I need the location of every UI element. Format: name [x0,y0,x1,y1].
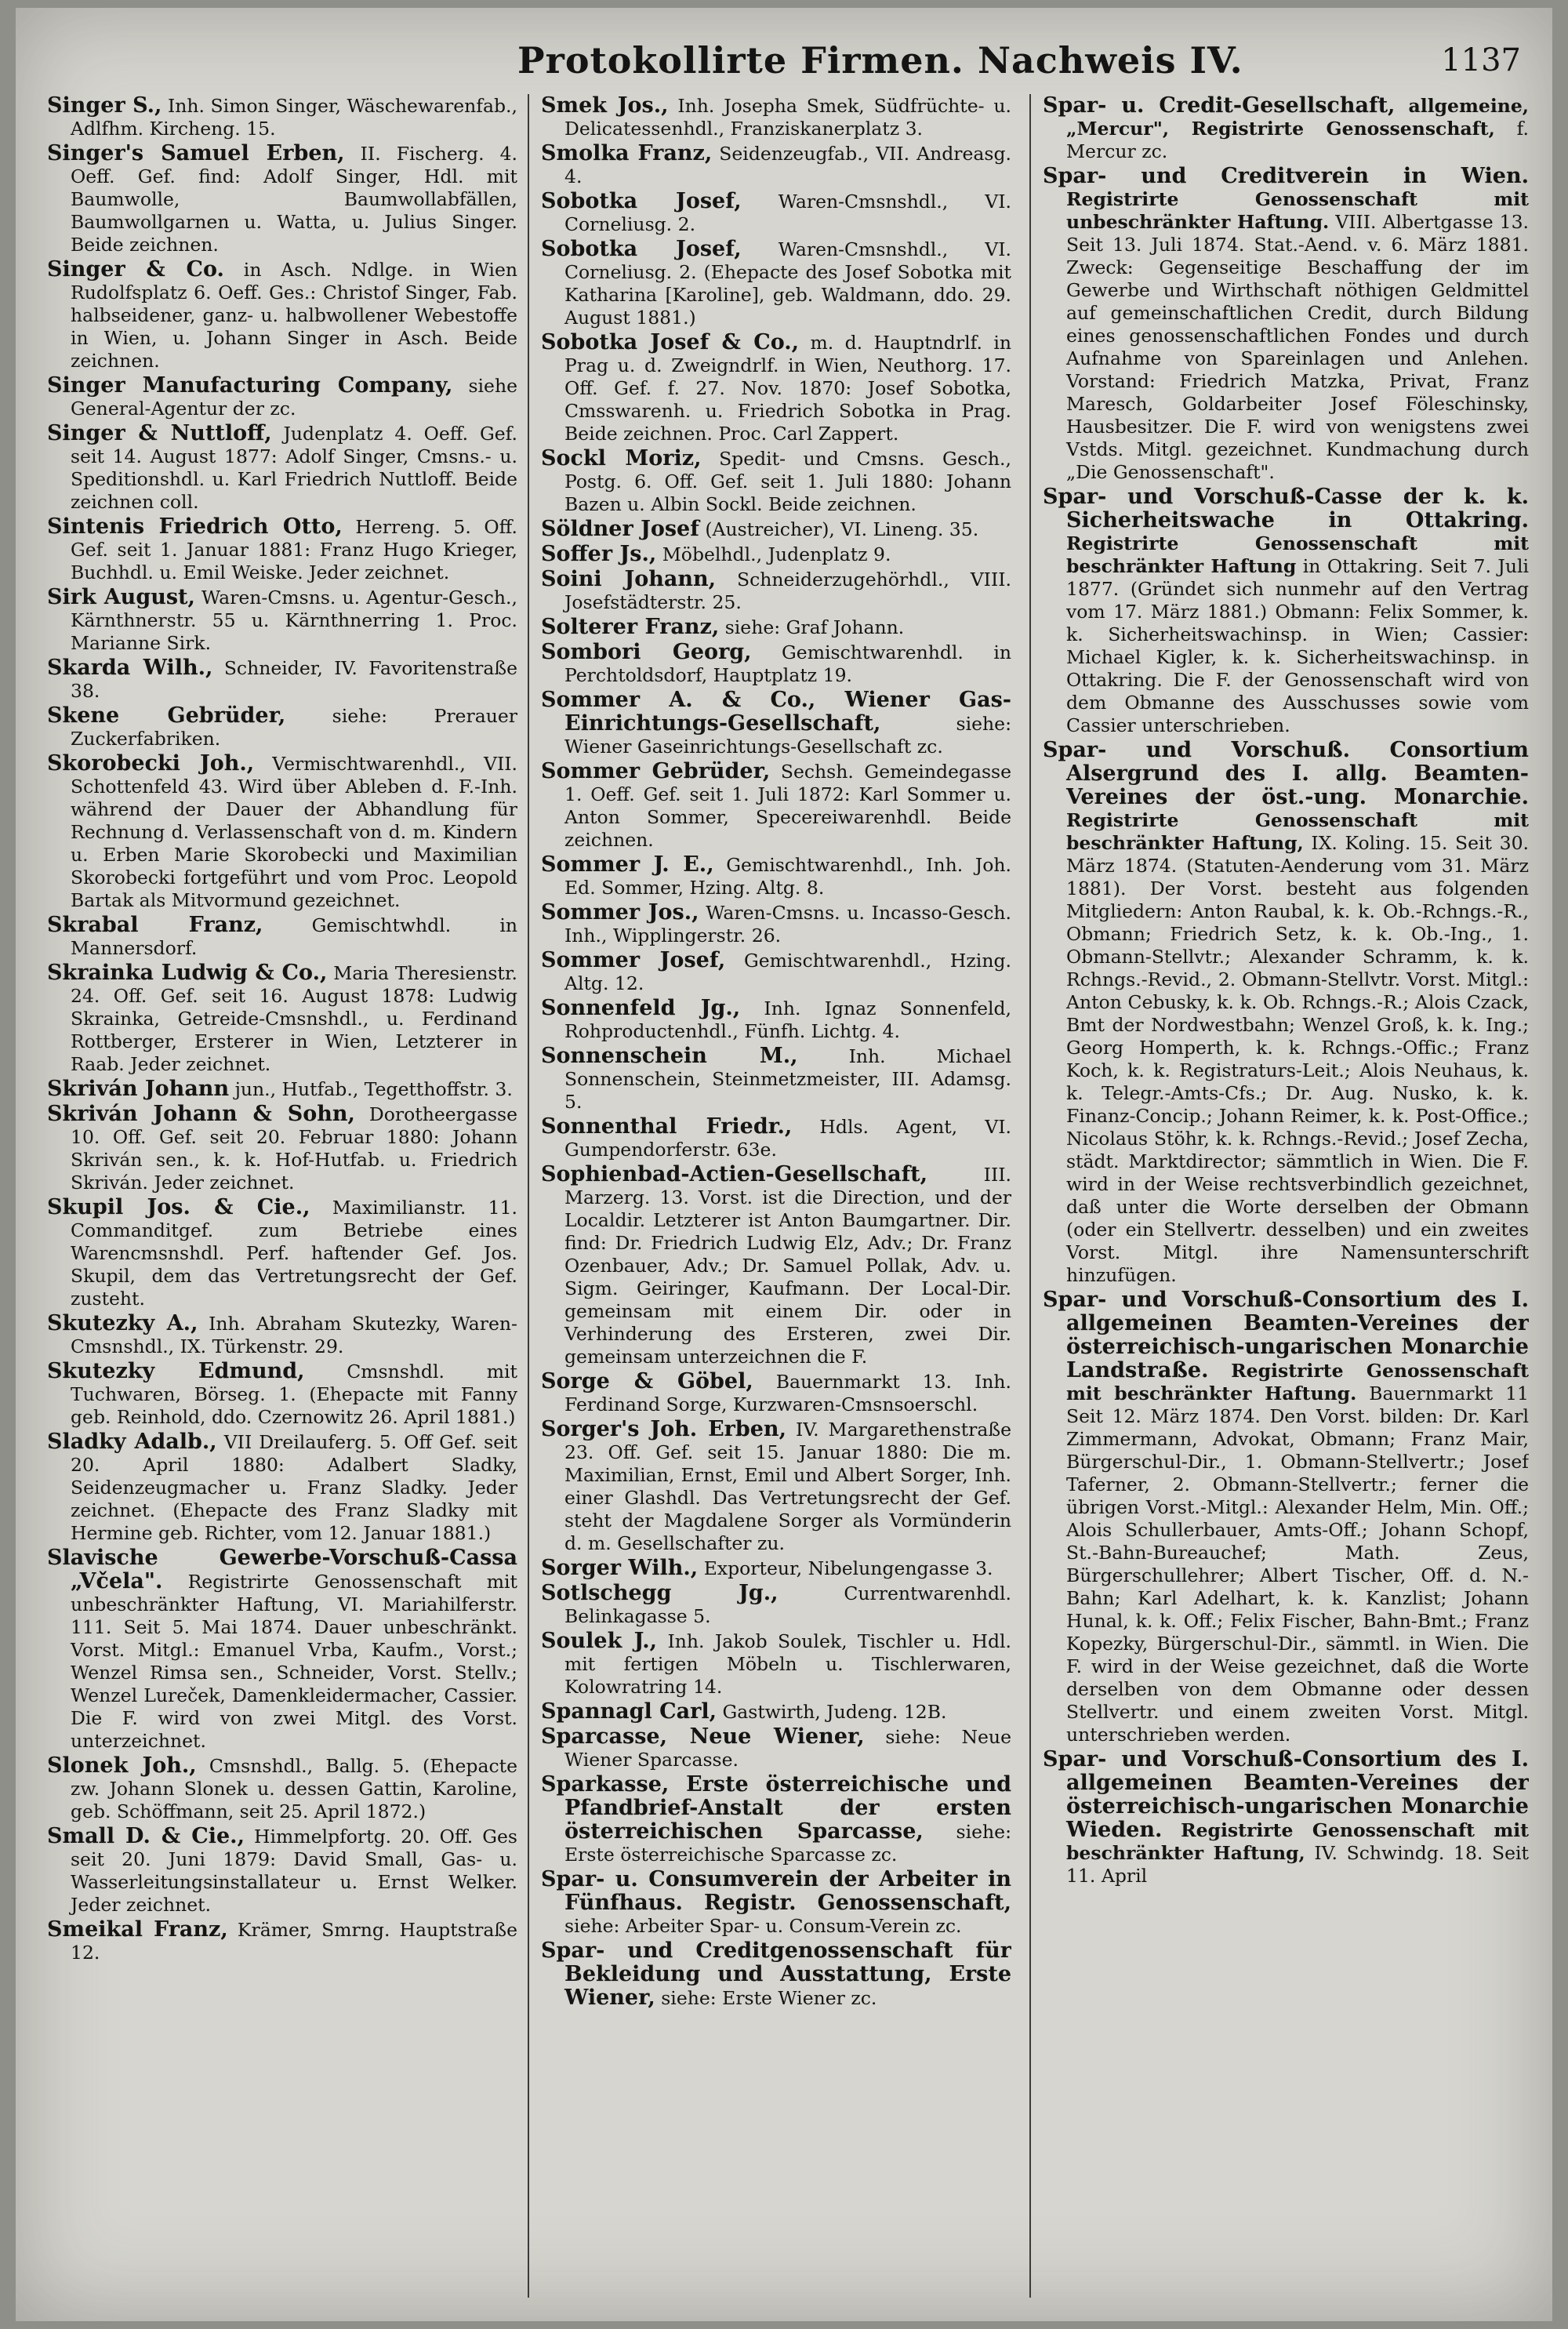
firm-details: Dorotheergasse 10. Off. Gef. seit 20. Februar 1880: Johann Skriván sen., k. k. Hof-Hutfab. u. Friedrich Skriván. Jeder zeichnet. [71,1103,517,1194]
directory-entry [47,94,517,140]
directory-entry [47,142,517,256]
directory-entry [47,586,517,655]
firm-name: Sommer J. E., [541,852,714,877]
firm-details: jun., Hutfab., Tegetthoffstr. 3. [234,1078,513,1100]
directory-entry [541,641,1011,687]
directory-entry [47,914,517,960]
firm-details: siehe: Prerauer Zuckerfabriken. [71,705,517,750]
firm-name: Sparkasse, Erste österreichische und Pfandbrief-Anstalt der ersten österreichischen Sparcasse, [541,1772,1011,1844]
firm-details-continued: in Ottakring. Seit 7. Juli 1877. (Gründet sich nunmehr auf den Vertrag vom 17. März 1881.) Obmann: Felix Sommer, k. k. Sicherheitswachinsp. in Wien; Cassier: Michael Kigler, k. k. Sicherheitswachinsp. in Ottakring. Die F. der Genossenschaft wird von dem Obmanne des Ausschusses sowie vom Cassier unterschrieben. [1066,555,1529,736]
firm-details: Gemischtwarenhdl. in Perchtoldsdorf, Hauptplatz 19. [564,641,1011,686]
firm-name: Sommer Gebrüder, [541,759,771,783]
firm-details: Spedit- und Cmsns. Gesch., Postg. 6. Off. Gef. seit 1. Juli 1880: Johann Bazen u. Albin Sockl. Beide zeichnen. [564,448,1011,515]
firm-name: Singer & Nuttloff, [47,421,272,445]
directory-entry [1043,1748,1529,1888]
firm-name: Slonek Joh., [47,1753,197,1778]
directory-entry [541,1557,1011,1580]
firm-name: Skrabal Franz, [47,913,263,937]
directory-entry [541,1163,1011,1368]
firm-details-continued: IV. Schwindg. 18. Seit 11. April [1066,1842,1529,1887]
directory-entry [541,1418,1011,1555]
firm-details: Maria Theresienstr. 24. Off. Gef. seit 16. August 1878: Ludwig Skrainka, Getreide-Cmsnshdl., u. Ferdinand Rottberger, Ersterer in Wien, Letzterer in Raab. Jeder zeichnet. [71,962,517,1075]
directory-entry [541,238,1011,329]
firm-name: Sirk August, [47,585,195,609]
firm-details: III. Marzerg. 13. Vorst. ist die Direction, und der Localdir. Letzterer ist Anton Baumgartner. Dir. find: Dr. Friedrich Ludwig Elz, Adv.; Dr. Franz Ozenbauer, Adv.; Dr. Samuel Pollak, Adv. u. Sigm. Geiringer, Kaufmann. Der Local-Dir. gemeinsam mit einem Dir. oder in Verhinderung des Ersteren, zwei Dir. gemeinsam unterzeichnen die F. [564,1164,1011,1368]
directory-entry [541,1725,1011,1771]
firm-name: Skutezky Edmund, [47,1359,305,1383]
directory-page [16,8,1552,2321]
directory-entry [47,1103,517,1194]
firm-name: Sparcasse, Neue Wiener, [541,1724,865,1749]
firm-details-continued: f. Mercur zc. [1066,118,1529,162]
column-1 [47,94,517,2298]
firm-details: Registrirte Genossenschaft mit beschränkter Haftung. [1066,1360,1529,1404]
firm-name: Sonnenthal Friedr., [541,1114,793,1139]
directory-entry [47,1077,517,1101]
firm-details: Himmelpfortg. 20. Off. Ges seit 20. Juni 1879: David Small, Gas- u. Wasserleitungsinstallateur u. Ernst Welker. Jeder zeichnet. [71,1826,517,1916]
firm-name: Skarda Wilh., [47,656,213,680]
directory-entry [541,331,1011,445]
directory-entry [541,1370,1011,1416]
firm-details: Krämer, Smrng. Hauptstraße 12. [71,1919,517,1964]
firm-details-continued: IX. Koling. 15. Seit 30. März 1874. (Statuten-Aenderung vom 31. März 1881). Der Vorst. besteht aus folgenden Mitgliedern: Anton Raubal, k. k. Ob.-Rchngs.-R., Obmann; Friedrich Setz, k. k. Ob.-Ing., 1. Obmann-Stellvtr.; Alexander Schramm, k. k. Rchngs.-Revid., 2. Obmann-Stellvtr. Vorst. Mitgl.: Anton Cebusky, k. k. Ob. Rchngs.-R.; Alois Czack, Bmt der Nordwestbahn; Wenzel Groß, k. k. Ing.; Georg Homperth, k. k. Rchngs.-Offic.; Franz Koch, k. k. Registraturs-Leit.; Alois Neuhaus, k. k. Telegr.-Amts-Cfs.; Dr. Aug. Nusko, k. k. Finanz-Concip.; Johann Reimer, k. k. Post-Office.; Nicolaus Stöhr, k. k. Rchngs.-Revid.; Josef Zecha, städt. Marktdirector; sämmtlich in Wien. Die F. wird in der Weise rechtsverbindlich gezeichnet, daß unter die Worte derselben der Obmann (oder ein Stellvertr. desselben) und ein zweites Vorst. Mitgl. ihre Namensunterschrift hinzufügen. [1066,832,1529,1286]
directory-entry [541,760,1011,852]
firm-details: Bauernmarkt 13. Inh. Ferdinand Sorge, Kurzwaren-Cmsnsoerschl. [564,1371,1011,1415]
directory-entry [47,1546,517,1753]
firm-details: IV. Margarethenstraße 23. Off. Gef. seit 15. Januar 1880: Die m. Maximilian, Ernst, Emil und Albert Sorger, Inh. einer Glashdl. Das Vertretungsrecht der Gef. steht der Magdalene Sorger als Vormünderin d. m. Gesellschafter zu. [564,1419,1011,1554]
directory-entry [47,1430,517,1545]
directory-entry [541,447,1011,516]
firm-name: Sorge & Göbel, [541,1369,753,1393]
firm-name: Soini Johann, [541,567,717,591]
firm-name: Sobotka Josef & Co., [541,330,800,354]
firm-name: Singer's Samuel Erben, [47,141,345,165]
column-divider [528,94,529,2298]
firm-details: siehe: Neue Wiener Sparcasse. [564,1726,1011,1771]
page-number: 1137 [1441,42,1521,78]
firm-name: Singer S., [47,94,162,118]
firm-name: Small D. & Cie., [47,1824,245,1848]
directory-entry [47,1825,517,1917]
firm-name: Spar- und Vorschuß-Consortium des I. allgemeinen Beamten-Vereines der österreichisch-ungarischen Monarchie Landstraße. [1043,1288,1529,1383]
firm-name: Sotlschegg Jg., [541,1581,779,1605]
directory-entry [541,1868,1011,1938]
directory-entry [541,901,1011,947]
firm-name: Skupil Jos. & Cie., [47,1195,310,1219]
firm-name: Sobotka Josef, [541,237,742,261]
firm-name: Skriván Johann & Sohn, [47,1102,355,1126]
directory-entry [47,374,517,420]
firm-name: Skrainka Ludwig & Co., [47,961,328,985]
directory-entry [541,1115,1011,1161]
firm-details: Registrirte Genossenschaft mit beschränkter Haftung, [1066,1819,1529,1864]
firm-name: Sombori Georg, [541,640,752,664]
firm-name: Sorger's Joh. Erben, [541,1417,786,1441]
firm-name: Spar- und Creditgenossenschaft für Bekleidung und Ausstattung, Erste Wiener, [541,1938,1011,2010]
firm-name: Spar- und Creditverein in Wien. [1043,164,1529,188]
firm-details: Hdls. Agent, VI. Gumpendorferstr. 63e. [564,1116,1011,1161]
directory-entry [47,258,517,372]
directory-entry [47,961,517,1076]
directory-entry [47,515,517,584]
firm-details: allgemeine, „Mercur", Registrirte Genossenschaft, [1066,95,1529,140]
firm-name: Sobotka Josef, [541,189,742,213]
firm-name: Sintenis Friedrich Otto, [47,514,343,539]
firm-name: Sommer A. & Co., Wiener Gas-Einrichtungs-Gesellschaft, [541,688,1011,736]
firm-details: Inh. Ignaz Sonnenfeld, Rohproductenhdl., Fünfh. Lichtg. 4. [564,997,1011,1042]
directory-entry [1043,165,1529,484]
directory-entry [541,1582,1011,1628]
column-3 [1043,94,1529,2298]
firm-name: Smeikal Franz, [47,1917,228,1942]
firm-details: siehe: Erste österreichische Sparcasse zc. [564,1821,1011,1866]
directory-entry [541,853,1011,899]
firm-details: Sechsh. Gemeindegasse 1. Oeff. Gef. seit 1. Juli 1872: Karl Sommer u. Anton Sommer, Specereiwarenhdl. Beide zeichnen. [564,761,1011,851]
firm-name: Smek Jos., [541,94,669,118]
firm-details: Inh. Abraham Skutezky, Waren-Cmsnshdl., IX. Türkenstr. 29. [71,1313,517,1357]
firm-details: Judenplatz 4. Oeff. Gef. seit 14. August 1877: Adolf Singer, Cmsns.- u. Speditionshdl. u. Karl Friedrich Nuttloff. Beide zeichnen coll. [71,423,517,513]
firm-name: Sorger Wilh., [541,1556,699,1580]
firm-details: II. Fischerg. 4. Oeff. Gef. find: Adolf Singer, Hdl. mit Baumwolle, Baumwollabfällen, Baumwollgarnen u. Watta, u. Julius Singer. Beide zeichnen. [71,143,517,256]
firm-name: Sladky Adalb., [47,1430,217,1454]
firm-details: (Austreicher), VI. Lineng. 35. [705,518,979,540]
firm-name: Sockl Moriz, [541,446,702,471]
firm-details: Inh. Michael Sonnenschein, Steinmetzmeister, III. Adamsg. 5. [564,1045,1011,1113]
firm-details: Inh. Jakob Soulek, Tischler u. Hdl. mit fertigen Möbeln u. Tischlerwaren, Kolowratring 14. [564,1630,1011,1698]
directory-entry [541,997,1011,1043]
directory-entry [541,1773,1011,1866]
firm-name: Sonnenschein M., [541,1044,798,1068]
firm-details: in Asch. Ndlge. in Wien Rudolfsplatz 6. Oeff. Ges.: Christof Singer, Fab. halbseidener, ganz- u. halbwollener Webestoffe in Wien, u. Johann Singer in Asch. Beide zeichnen. [71,259,517,372]
directory-entry [1043,1288,1529,1746]
firm-name: Skorobecki Joh., [47,751,255,776]
firm-name: Soulek J., [541,1629,658,1653]
firm-details: Registrirte Genossenschaft mit unbeschränkter Haftung, VI. Mariahilferstr. 111. Seit 5. Mai 1874. Dauer unbeschränkt. Vorst. Mitgl.: Emanuel Vrba, Kaufm., Vorst.; Wenzel Rimsa sen., Schneider, Vorst. Stellv.; Wenzel Lureček, Damenkleidermacher, Cassier. Die F. wird von zwei Mitgl. des Vorst. unterzeichnet. [71,1571,517,1752]
directory-entry [541,949,1011,995]
column-divider [1029,94,1031,2298]
directory-entry [541,1045,1011,1114]
firm-details: Waren-Cmsns. u. Agentur-Gesch., Kärnthnerstr. 55 u. Kärnthnerring 1. Proc. Marianne Sirk. [71,587,517,654]
firm-details: Gemischtwhdl. in Mannersdorf. [71,914,517,959]
firm-details: Inh. Josepha Smek, Südfrüchte- u. Delicatessenhdl., Franziskanerplatz 3. [564,95,1011,140]
firm-details: Cmsnshdl. mit Tuchwaren, Börseg. 1. (Ehepacte mit Fanny geb. Reinhold, ddo. Czernowitz 26. April 1881.) [71,1361,517,1428]
firm-name: Sommer Josef, [541,948,726,972]
running-head: Protokollirte Firmen. Nachweis IV. [517,39,1243,82]
firm-details: Gastwirth, Judeng. 12B. [722,1701,947,1723]
firm-details: Registrirte Genossenschaft mit beschränkter Haftung [1066,532,1529,577]
firm-name: Singer & Co. [47,257,224,282]
firm-details-continued: Bauernmarkt 11 Seit 12. März 1874. Den Vorst. bilden: Dr. Karl Zimmermann, Advokat, Obmann; Franz Mair, Bürgerschul-Dir., 1. Obmann-Stellvertr.; Josef Taferner, 2. Obmann-Stellvertr.; ferner die übrigen Vorst.-Mitgl.: Alexander Helm, Min. Off.; Alois Schullerbauer, Amts-Off.; Johann Schopf, St.-Bahn-Bureauchef; Math. Zeus, Bürgerschullehrer; Albert Tischer, Off. d. N.-Bahn; Karl Adelhart, k. k. Kanzlist; Johann Hunal, k. k. Off.; Felix Fischer, Bahn-Bmt.; Franz Kopezky, Bürgerschul-Dir., sämmtl. in Wien. Die F. wird in der Weise gezeichnet, daß die Worte derselben von dem Obmanne oder dessen Stellvertr. und einem zweiten Vorst. Mitgl. unterschrieben werden. [1066,1383,1529,1746]
firm-name: Slavische Gewerbe-Vorschuß-Cassa „Včela". [47,1546,517,1593]
directory-entry [541,190,1011,236]
firm-details: siehe: Erste Wiener zc. [661,1987,877,2009]
firm-name: Sonnenfeld Jg., [541,996,741,1020]
firm-details: Inh. Simon Singer, Wäschewarenfab., Adlfhm. Kircheng. 15. [71,95,517,140]
page-header [16,31,1552,94]
firm-details: Cmsnshdl., Ballg. 5. (Ehepacte zw. Johann Slonek u. dessen Gattin, Karoline, geb. Schöffmann, seit 25. April 1872.) [71,1755,517,1822]
firm-details: Gemischtwarenhdl., Inh. Joh. Ed. Sommer, Hzing. Altg. 8. [564,854,1011,899]
firm-details: Maximilianstr. 11. Commanditgef. zum Betriebe eines Warencmsnshdl. Perf. haftender Gef. Jos. Skupil, dem das Vertretungsrecht der Gef. zusteht. [71,1197,517,1310]
column-2 [541,94,1011,2298]
directory-entry [47,1196,517,1310]
firm-name: Skutezky A., [47,1311,198,1335]
directory-entry [541,1700,1011,1724]
firm-name: Sommer Jos., [541,900,699,925]
directory-entry [541,1630,1011,1699]
firm-details: Waren-Cmsnshdl., VI. Corneliusg. 2. [564,191,1011,235]
directory-entry [47,1312,517,1358]
firm-details: m. d. Hauptndrlf. in Prag u. d. Zweigndrlf. in Wien, Neuthorg. 17. Off. Gef. f. 27. Nov. 1870: Josef Sobotka, Cmsswarenh. u. Friedrich Sobotka in Prag. Beide zeichnen. Proc. Carl Zappert. [564,332,1011,445]
directory-entry [47,752,517,912]
firm-details: Waren-Cmsns. u. Incasso-Gesch. Inh., Wipplingerstr. 26. [564,902,1011,946]
firm-name: Singer Manufacturing Company, [47,373,453,398]
firm-details: Vermischtwarenhdl., VII. Schottenfeld 43. Wird über Ableben d. F.-Inh. während der Dauer der Abhandlung für Rechnung d. Verlassenschaft von d. m. Kindern u. Erben Marie Skorobecki und Maximilian Skorobecki fortgeführt und vom Proc. Leopold Bartak als Mitvormund gezeichnet. [71,753,517,911]
firm-name: Solterer Franz, [541,615,720,639]
firm-details: siehe General-Agentur der zc. [71,375,517,420]
firm-details: Herreng. 5. Off. Gef. seit 1. Januar 1881: Franz Hugo Krieger, Buchhdl. u. Emil Weiske. Jeder zeichnet. [71,516,517,583]
directory-entry [47,656,517,703]
firm-name: Sophienbad-Actien-Gesellschaft, [541,1162,928,1186]
firm-name: Skriván Johann [47,1077,230,1101]
firm-name: Spannagl Carl, [541,1699,717,1724]
firm-details: Registrirte Genossenschaft mit unbeschränkter Haftung. [1066,188,1529,233]
firm-name: Spar- u. Credit-Gesellschaft, [1043,94,1396,118]
directory-entry [47,1918,517,1964]
firm-details: Registrirte Genossenschaft mit beschränkter Haftung, [1066,809,1529,854]
directory-entry [541,543,1011,566]
firm-details: Schneiderzugehörhdl., VIII. Josefstädterstr. 25. [564,569,1011,613]
firm-details: Seidenzeugfab., VII. Andreasg. 4. [564,143,1011,187]
firm-details: VII Dreilauferg. 5. Off Gef. seit 20. April 1880: Adalbert Sladky, Seidenzeugmacher u. Franz Sladky. Jeder zeichnet. (Ehepacte des Franz Sladky mit Hermine geb. Richter, vom 12. Januar 1881.) [71,1431,517,1544]
directory-entry [541,518,1011,541]
directory-entry [47,1754,517,1823]
firm-details: Waren-Cmsnshdl., VI. Corneliusg. 2. (Ehepacte des Josef Sobotka mit Katharina [Karoline], geb. Waldmann, ddo. 29. August 1881.) [564,238,1011,329]
firm-details: Schneider, IV. Favoritenstraße 38. [71,657,517,702]
directory-entry [541,142,1011,188]
directory-entry [47,704,517,750]
firm-name: Söldner Josef [541,517,699,541]
firm-name: Spar- u. Consumverein der Arbeiter in Fünfhaus. Registr. Genossenschaft, [541,1867,1011,1915]
directory-entry [541,689,1011,758]
directory-entry [541,1939,1011,2010]
directory-entry [1043,739,1529,1287]
firm-details: siehe: Wiener Gaseinrichtungs-Gesellschaft zc. [564,713,1011,758]
firm-name: Skene Gebrüder, [47,703,286,728]
directory-entry [541,568,1011,614]
firm-details: siehe: Arbeiter Spar- u. Consum-Verein zc. [564,1915,962,1937]
firm-name: Smolka Franz, [541,141,713,165]
directory-entry [47,422,517,514]
firm-details: Gemischtwarenhdl., Hzing. Altg. 12. [564,950,1011,994]
directory-entry [1043,485,1529,737]
firm-details-continued: VIII. Albertgasse 13. Seit 13. Juli 1874. Stat.-Aend. v. 6. März 1881. Zweck: Gegenseitige Beschaffung der im Gewerbe und Wirthschaft nöthigen Geldmittel auf gemeinschaftlichen Credit, durch Bildung eines genossenschaftlichen Fondes und durch Aufnahme von Spareinlagen und Anlehen. Vorstand: Friedrich Matzka, Privat, Franz Maresch, Goldarbeiter Josef Föleschinsky, Hausbesitzer. Die F. wird von wenigstens zwei Vstds. Mitgl. gezeichnet. Kundmachung durch „Die Genossenschaft". [1066,211,1529,483]
firm-name: Spar- und Vorschuß. Consortium Alsergrund des I. allg. Beamten-Vereines der öst.-ung. Monarchie. [1043,738,1529,809]
firm-name: Spar- und Vorschuß-Casse der k. k. Sicherheitswache in Ottakring. [1043,485,1529,532]
directory-entry [541,94,1011,140]
firm-name: Soffer Js., [541,542,657,566]
directory-entry [47,1360,517,1429]
firm-details: Möbelhdl., Judenplatz 9. [662,543,891,565]
directory-entry [1043,94,1529,163]
firm-details: siehe: Graf Johann. [724,616,905,638]
directory-entry [541,616,1011,639]
firm-details: Currentwarenhdl. Belinkagasse 5. [564,1582,1011,1627]
firm-name: Spar- und Vorschuß-Consortium des I. allgemeinen Beamten-Vereines der österreichisch-ungarischen Monarchie Wieden. [1043,1747,1529,1842]
firm-details: Exporteur, Nibelungengasse 3. [703,1557,993,1579]
